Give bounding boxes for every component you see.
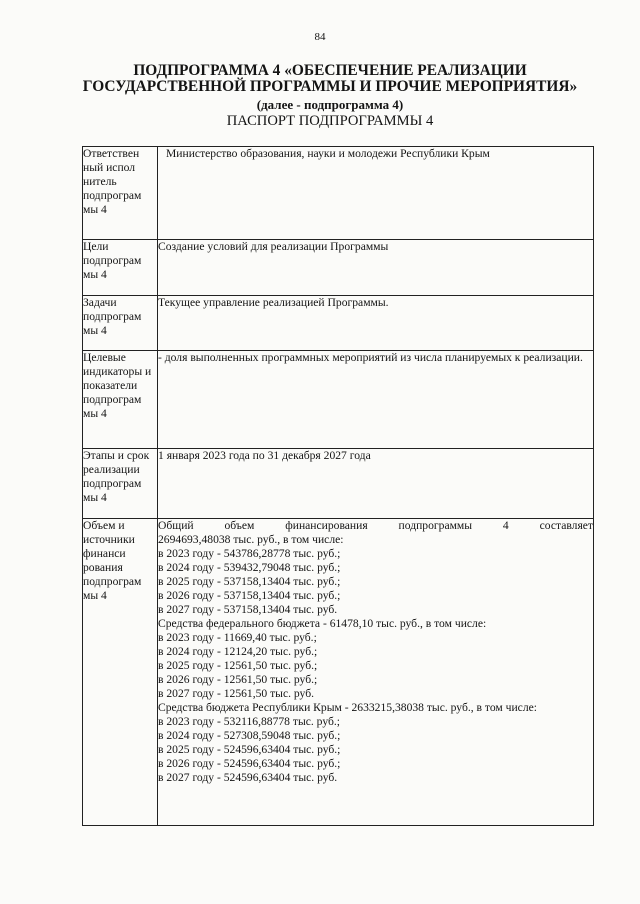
row-value bbox=[158, 147, 594, 240]
financing-line: в 2023 году - 11669,40 тыс. руб.; bbox=[158, 631, 317, 644]
financing-line: в 2024 году - 12124,20 тыс. руб.; bbox=[158, 645, 318, 658]
table-row bbox=[83, 296, 594, 351]
row-value: 1 января 2023 года по 31 декабря 2027 года bbox=[158, 449, 594, 519]
table-row bbox=[83, 519, 594, 826]
row-label: Ответствен ный испол нитель подпрограм мы 4 bbox=[83, 147, 158, 240]
row-value: Текущее управление реализацией Программы. bbox=[158, 296, 594, 351]
financing-total: 2694693,48038 тыс. руб., в том числе: bbox=[158, 533, 344, 546]
financing-line: в 2025 году - 537158,13404 тыс. руб.; bbox=[158, 575, 341, 588]
row-value-text: Министерство образования, науки и молодежи Республики Крым bbox=[166, 147, 490, 160]
financing-line: в 2026 году - 524596,63404 тыс. руб.; bbox=[158, 757, 341, 770]
row-label: Задачи подпрограм мы 4 bbox=[83, 296, 158, 351]
table-row bbox=[83, 240, 594, 296]
financing-line: в 2025 году - 12561,50 тыс. руб.; bbox=[158, 659, 318, 672]
financing-line: в 2024 году - 527308,59048 тыс. руб.; bbox=[158, 729, 341, 742]
financing-line: в 2026 году - 12561,50 тыс. руб.; bbox=[158, 673, 318, 686]
table-row bbox=[83, 449, 594, 519]
row-label: Целевые индикаторы и показатели подпрограм мы 4 bbox=[83, 351, 158, 449]
document-subtitle: (далее - подпрограмма 4) bbox=[256, 97, 404, 112]
row-label: Объем и источники финанси рования подпрограм мы 4 bbox=[83, 519, 158, 826]
passport-heading: ПАСПОРТ ПОДПРОГРАММЫ 4 bbox=[226, 113, 434, 129]
financing-line: в 2027 году - 537158,13404 тыс. руб. bbox=[158, 603, 338, 616]
row-label: Цели подпрограм мы 4 bbox=[83, 240, 158, 296]
financing-line: в 2027 году - 12561,50 тыс. руб. bbox=[158, 687, 314, 700]
financing-line: в 2026 году - 537158,13404 тыс. руб.; bbox=[158, 589, 341, 602]
table-row bbox=[83, 147, 594, 240]
passport-table bbox=[82, 146, 594, 826]
table-row bbox=[83, 351, 594, 449]
financing-line: Средства бюджета Республики Крым - 2633215,38038 тыс. руб., в том числе: bbox=[158, 701, 537, 714]
row-label: Этапы и срок реализации подпрограм мы 4 bbox=[83, 449, 158, 519]
financing-line: в 2023 году - 532116,88778 тыс. руб.; bbox=[158, 715, 340, 728]
financing-cell bbox=[158, 519, 594, 826]
financing-line: в 2023 году - 543786,28778 тыс. руб.; bbox=[158, 547, 341, 560]
row-value: Создание условий для реализации Программы bbox=[158, 240, 594, 296]
financing-line: Средства федерального бюджета - 61478,10 тыс. руб., в том числе: bbox=[158, 617, 487, 630]
row-value: - доля выполненных программных мероприятий из числа планируемых к реализации. bbox=[158, 351, 594, 449]
financing-line: в 2025 году - 524596,63404 тыс. руб.; bbox=[158, 743, 341, 756]
financing-intro: Общий объем финансирования подпрограммы 4 составляет bbox=[158, 519, 593, 532]
financing-line: в 2024 году - 539432,79048 тыс. руб.; bbox=[158, 561, 341, 574]
document-title: ПОДПРОГРАММА 4 «ОБЕСПЕЧЕНИЕ РЕАЛИЗАЦИИ ГОСУДАРСТВЕННОЙ ПРОГРАММЫ И ПРОЧИЕ МЕРОПРИЯТИЯ» bbox=[82, 62, 578, 95]
financing-line: в 2027 году - 524596,63404 тыс. руб. bbox=[158, 771, 338, 784]
page-number: 84 bbox=[314, 31, 326, 43]
